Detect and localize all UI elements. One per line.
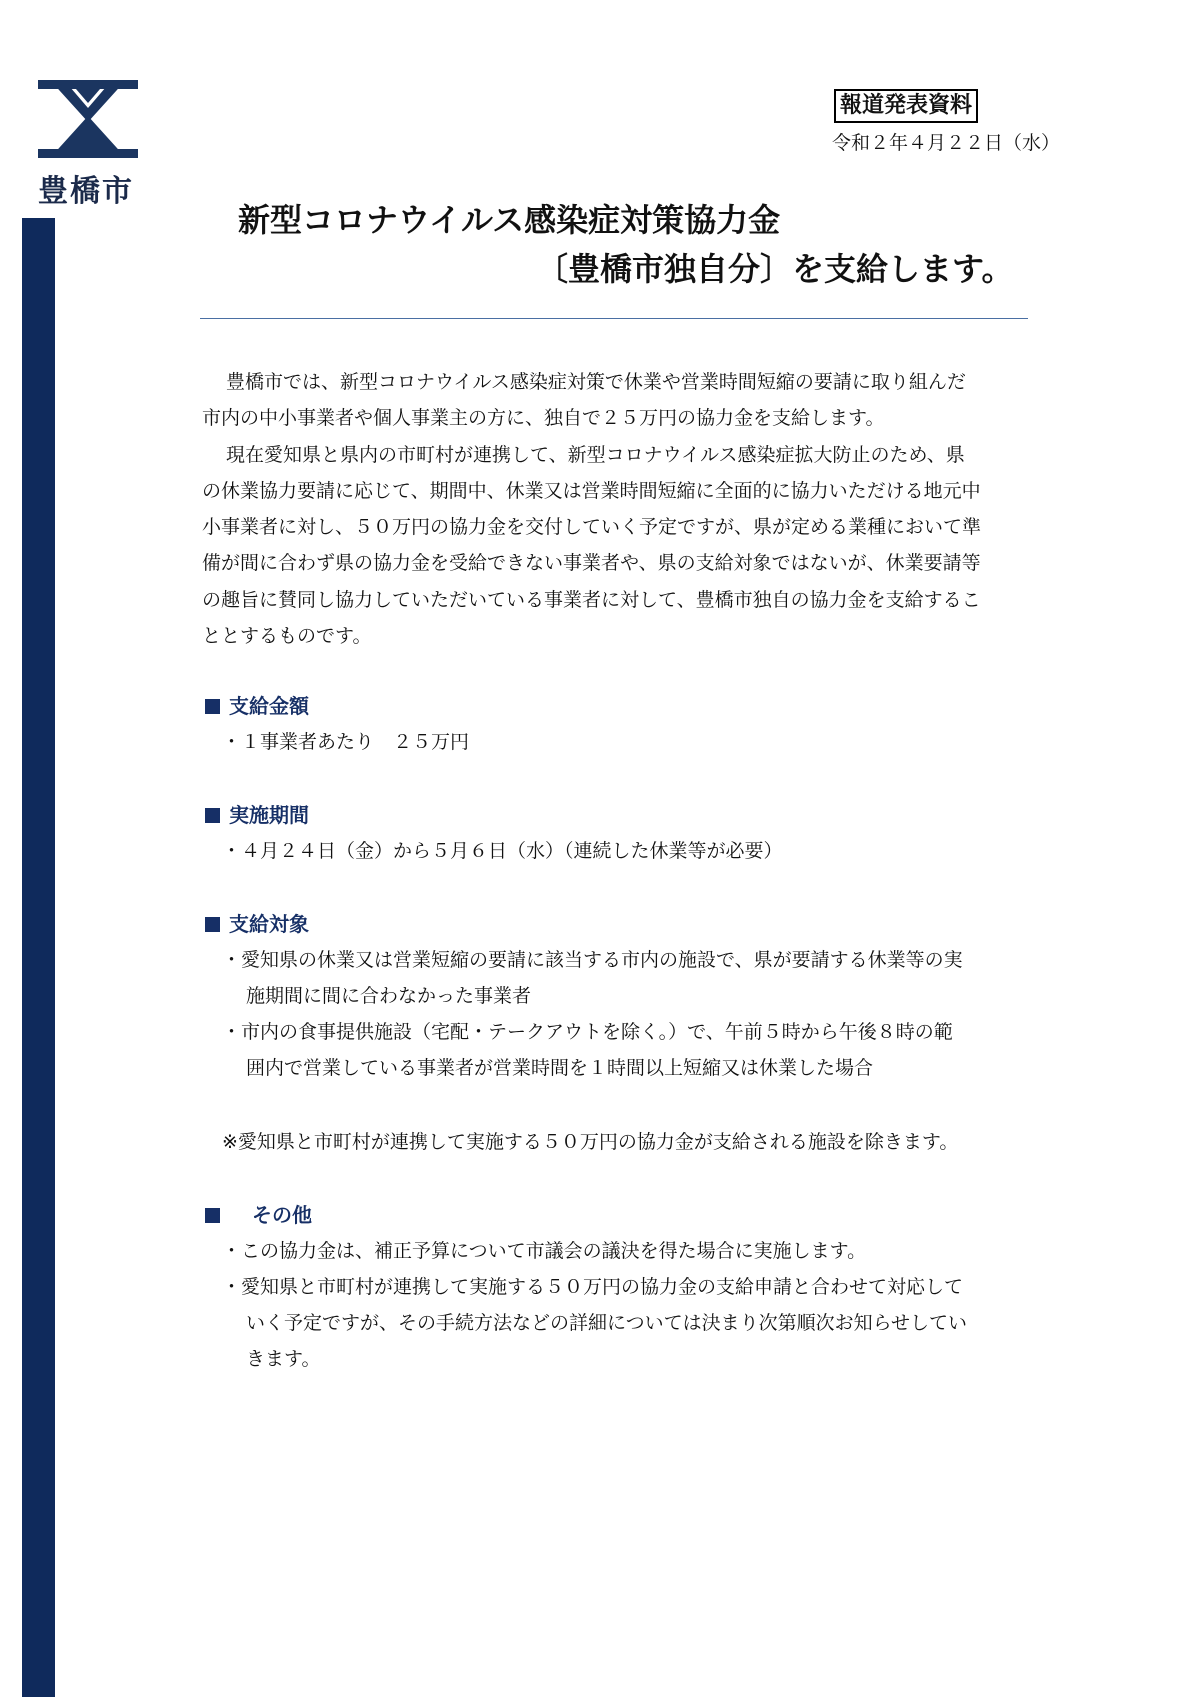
title-divider bbox=[200, 318, 1028, 319]
other-item-cont: きます。 bbox=[246, 1348, 321, 1370]
target-note: ※愛知県と市町村が連携して実施する５０万円の協力金が支給される施設を除きます。 bbox=[222, 1131, 959, 1153]
press-release-badge: 報道発表資料 bbox=[834, 89, 978, 123]
other-item: ・愛知県と市町村が連携して実施する５０万円の協力金の支給申請と合わせて対応して bbox=[222, 1276, 964, 1298]
target-item-cont: 施期間に間に合わなかった事業者 bbox=[246, 985, 532, 1007]
square-bullet-icon bbox=[205, 917, 220, 932]
section-heading-target: 支給対象 bbox=[205, 910, 309, 938]
intro-line: 備が間に合わず県の協力金を受給できない事業者や、県の支給対象ではないが、休業要請等 bbox=[202, 552, 981, 575]
intro-line: ととするものです。 bbox=[202, 625, 372, 648]
intro-line: 現在愛知県と県内の市町村が連携して、新型コロナウイルス感染症拡大防止のため、県 bbox=[226, 443, 965, 466]
intro-line: の休業協力要請に応じて、期間中、休業又は営業時間短縮に全面的に協力いただける地元中 bbox=[202, 479, 981, 502]
target-item: ・市内の食事提供施設（宅配・テークアウトを除く。）で、午前５時から午後８時の範 bbox=[222, 1021, 953, 1043]
title-line-1: 新型コロナウイルス感染症対策協力金 bbox=[238, 201, 781, 239]
intro-line: の趣旨に賛同し協力していただいている事業者に対して、豊橋市独自の協力金を支給するこ bbox=[202, 588, 981, 611]
section-heading-period: 実施期間 bbox=[205, 801, 309, 829]
section-heading-amount: 支給金額 bbox=[205, 692, 309, 720]
other-item-cont: いく予定ですが、その手続方法などの詳細については決まり次第順次お知らせしてい bbox=[246, 1312, 968, 1334]
title-line-2: 〔豊橋市独自分〕を支給します。 bbox=[536, 250, 1014, 288]
intro-paragraph bbox=[202, 364, 1062, 654]
amount-item: ・１事業者あたり ２５万円 bbox=[222, 731, 470, 753]
sidebar-accent-bar bbox=[22, 218, 55, 1697]
release-date: 令和２年４月２２日（水） bbox=[831, 132, 1060, 154]
logo-city-name: 豊橋市 bbox=[38, 174, 134, 209]
period-item: ・４月２４日（金）から５月６日（水）（連続した休業等が必要） bbox=[222, 840, 783, 862]
target-item-cont: 囲内で営業している事業者が営業時間を１時間以上短縮又は休業した場合 bbox=[246, 1057, 874, 1079]
other-item: ・この協力金は、補正予算について市議会の議決を得た場合に実施します。 bbox=[222, 1240, 867, 1262]
square-bullet-icon bbox=[205, 808, 220, 823]
intro-line: 市内の中小事業者や個人事業主の方に、独自で２５万円の協力金を支給します。 bbox=[202, 407, 885, 430]
square-bullet-icon bbox=[205, 1208, 220, 1223]
hourglass-logo-icon bbox=[38, 80, 138, 158]
square-bullet-icon bbox=[205, 699, 220, 714]
section-heading-other: その他 bbox=[205, 1201, 312, 1229]
intro-line: 小事業者に対し、５０万円の協力金を交付していく予定ですが、県が定める業種において準 bbox=[202, 516, 982, 539]
target-item: ・愛知県の休業又は営業短縮の要請に該当する市内の施設で、県が要請する休業等の実 bbox=[222, 949, 963, 971]
city-logo bbox=[38, 80, 142, 210]
intro-line: 豊橋市では、新型コロナウイルス感染症対策で休業や営業時間短縮の要請に取り組んだ bbox=[226, 371, 966, 393]
